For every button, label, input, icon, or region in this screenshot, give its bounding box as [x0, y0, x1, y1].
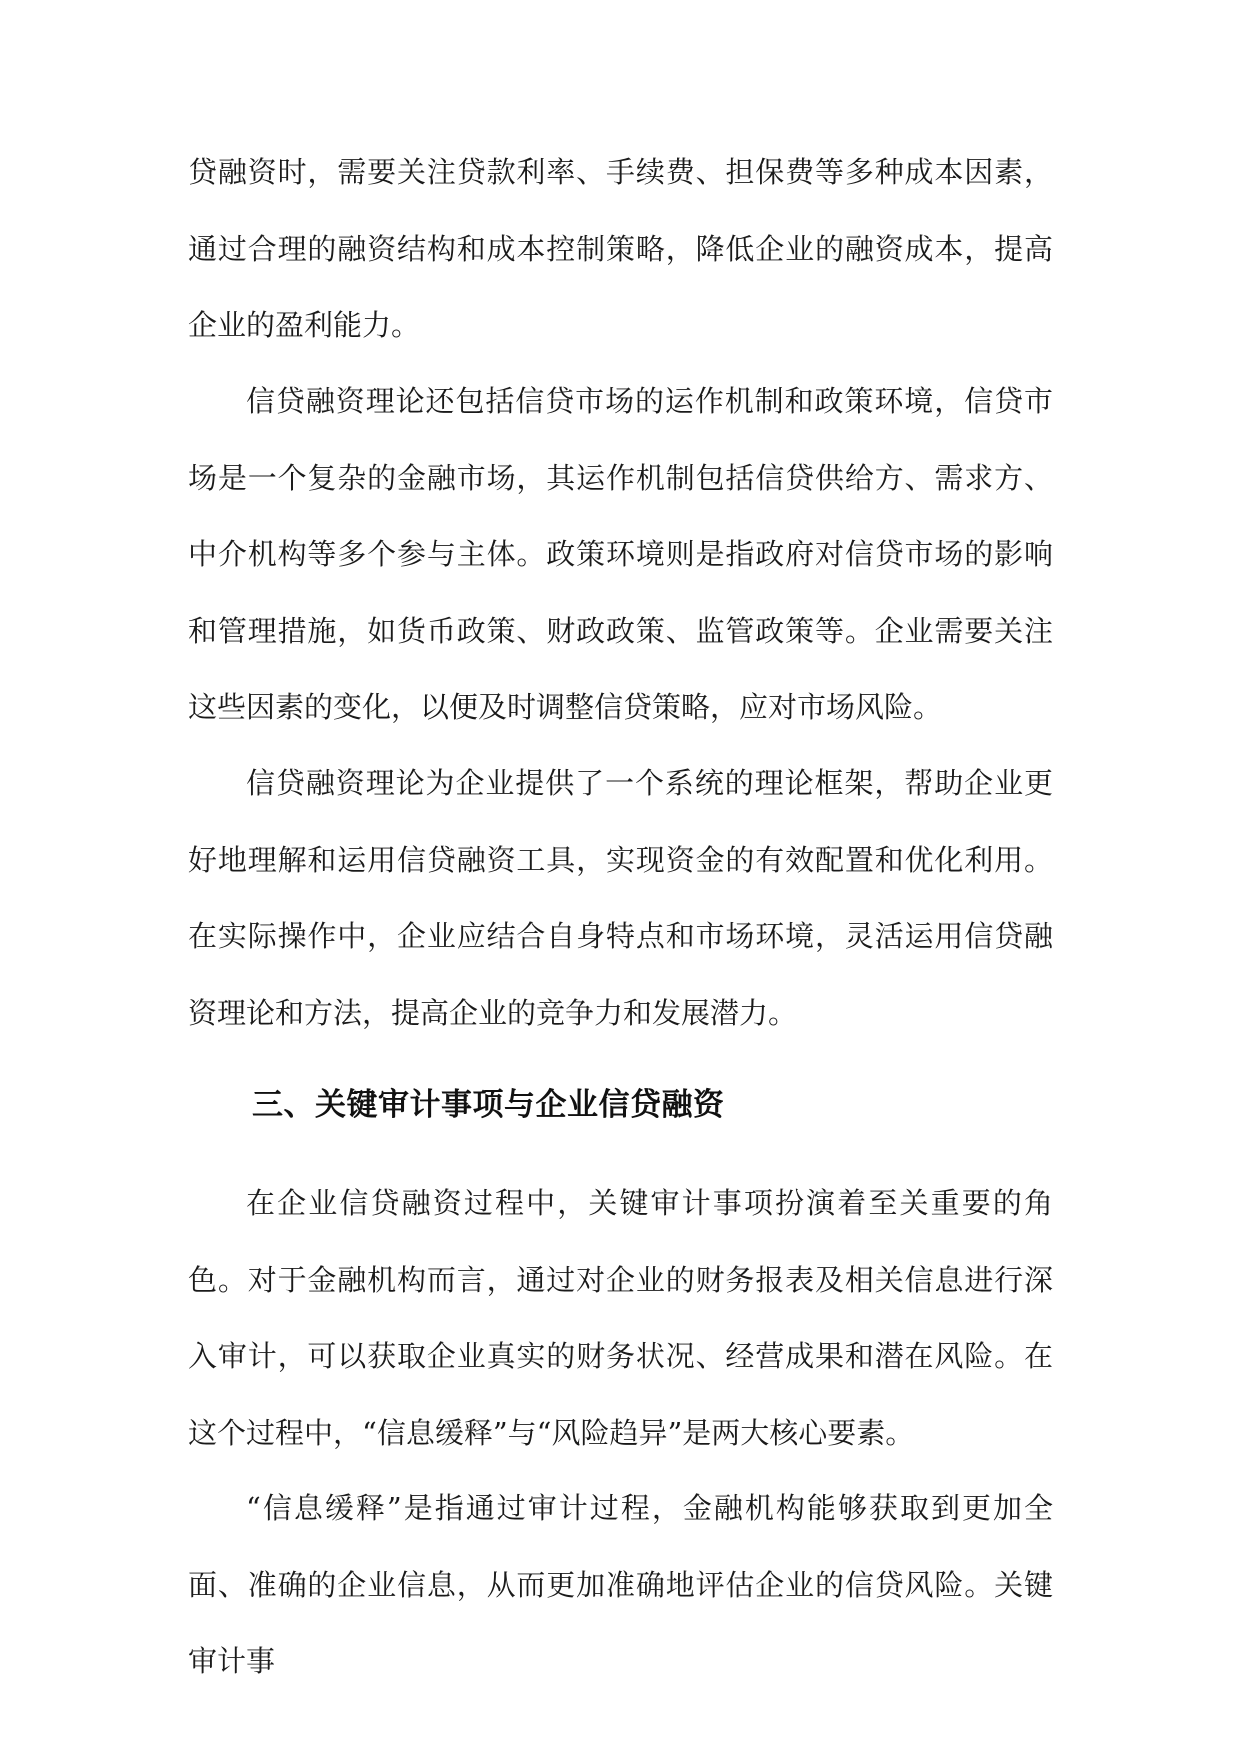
- paragraph-theory-framework: 信贷融资理论为企业提供了一个系统的理论框架，帮助企业更好地理解和运用信贷融资工具，实现资金的有效配置和优化利用。在实际操作中，企业应结合自身特点和市场环境，灵活运用信贷融资理论和方法，提高企业的竞争力和发展潜力。: [188, 766, 1053, 1030]
- paragraph-key-audit-matters: 在企业信贷融资过程中，关键审计事项扮演着至关重要的角色。对于金融机构而言，通过对企业的财务报表及相关信息进行深入审计，可以获取企业真实的财务状况、经营成果和潜在风险。在这个过程中，“信息缓释”与“风险趋异”是两大核心要素。: [188, 1186, 1053, 1450]
- paragraph-block-1: [188, 134, 1053, 364]
- paragraph-credit-market: 信贷融资理论还包括信贷市场的运作机制和政策环境，信贷市场是一个复杂的金融市场，其运作机制包括信贷供给方、需求方、中介机构等多个参与主体。政策环境则是指政府对信贷市场的影响和管理措施，如货币政策、财政政策、监管政策等。企业需要关注这些因素的变化，以便及时调整信贷策略，应对市场风险。: [188, 384, 1053, 724]
- paragraph-block-4: [188, 1165, 1053, 1471]
- section-heading: 三、关键审计事项与企业信贷融资: [252, 1087, 725, 1123]
- paragraph-block-2: [188, 363, 1053, 746]
- paragraph-block-5: [188, 1470, 1053, 1700]
- paragraph-information-mitigation: “信息缓释”是指通过审计过程，金融机构能够获取到更加全面、准确的企业信息，从而更加准确地评估企业的信贷风险。关键审计事: [188, 1491, 1053, 1678]
- paragraph-block-3: [188, 745, 1053, 1051]
- paragraph-financing-cost: 贷融资时，需要关注贷款利率、手续费、担保费等多种成本因素，通过合理的融资结构和成本控制策略，降低企业的融资成本，提高企业的盈利能力。: [188, 155, 1053, 342]
